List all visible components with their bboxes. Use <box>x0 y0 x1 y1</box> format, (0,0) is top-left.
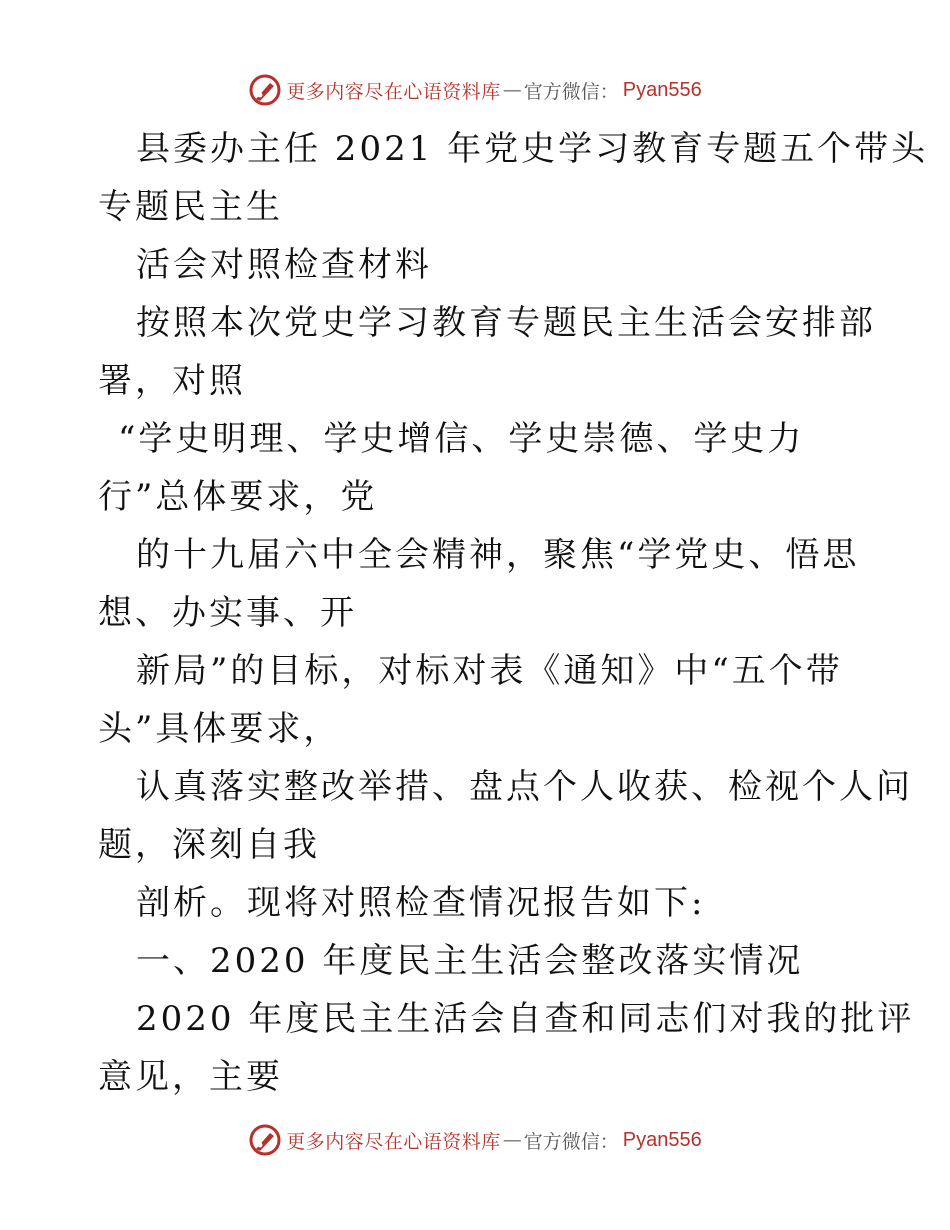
watermark-id: Pyan556 <box>622 78 702 101</box>
header-watermark <box>0 70 950 110</box>
text-line: 按照本次党史学习教育专题民主生活会安排部 <box>136 303 876 343</box>
text-line: 认真落实整改举措、盘点个人收获、检视个人问 <box>136 767 913 807</box>
text-line: 活会对照检查材料 <box>136 245 432 285</box>
text-line: “学史明理、学史增信、学史崇德、学史力 <box>118 419 805 459</box>
watermark-label: 官方微信： <box>523 80 619 103</box>
text-line: 行”总体要求，党 <box>98 477 378 517</box>
watermark-text: 更多内容尽在心语资料库 <box>286 80 501 103</box>
pen-logo-icon <box>248 1123 282 1157</box>
pen-logo-icon <box>248 73 282 107</box>
text-line: 署，对照 <box>98 361 246 401</box>
text-line: 题，深刻自我 <box>98 825 320 865</box>
text-line: 想、办实事、开 <box>98 593 357 633</box>
text-line: 新局”的目标，对标对表《通知》中“五个带 <box>136 651 843 691</box>
text-line: 2020 年度民主生活会自查和同志们对我的批评 <box>136 999 915 1039</box>
text-line: 意见，主要 <box>98 1057 283 1097</box>
watermark-id: Pyan556 <box>622 1128 702 1151</box>
text-line: 县委办主任 2021 年党史学习教育专题五个带头 <box>136 129 929 169</box>
text-line: 剖析。现将对照检查情况报告如下: <box>136 883 706 923</box>
footer-watermark <box>0 1120 950 1160</box>
watermark-separator: — <box>502 1129 522 1151</box>
watermark-separator: — <box>502 79 522 101</box>
text-line: 一、2020 年度民主生活会整改落实情况 <box>136 941 804 981</box>
text-line: 的十九届六中全会精神，聚焦“学党史、悟思 <box>136 535 860 575</box>
text-line: 专题民主生 <box>98 187 283 227</box>
text-line: 头”具体要求， <box>98 709 341 749</box>
watermark-label: 官方微信： <box>523 1130 619 1153</box>
watermark-text: 更多内容尽在心语资料库 <box>286 1130 501 1153</box>
